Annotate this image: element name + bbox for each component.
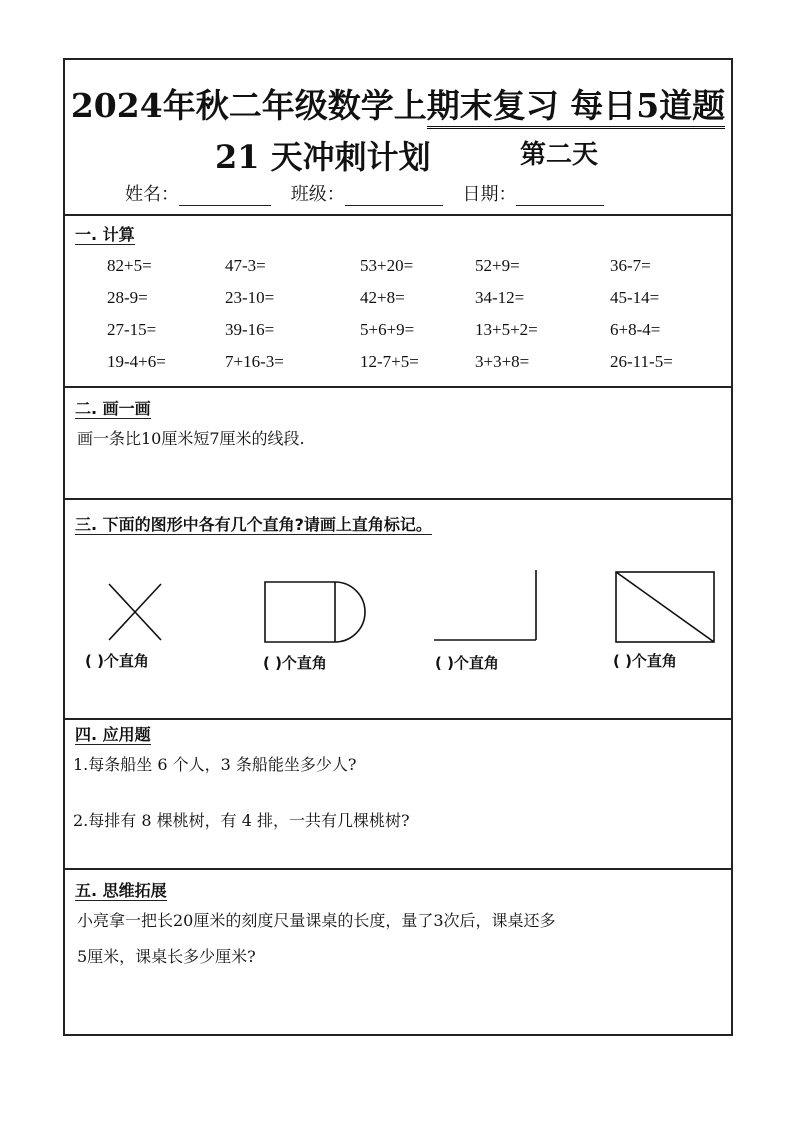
page-title bbox=[65, 80, 731, 127]
problem-line-2: 5厘米，课桌长多少厘米? bbox=[77, 947, 256, 966]
date-label: 日期： bbox=[462, 184, 517, 205]
answer-blank-4[interactable]: ( )个直角 bbox=[613, 652, 677, 670]
day-label: 第二天 bbox=[520, 140, 599, 170]
calc-problem: 23-10= bbox=[225, 288, 275, 307]
calc-problem: 13+5+2= bbox=[475, 320, 538, 339]
section-word-problems bbox=[65, 720, 731, 880]
calc-problem: 27-15= bbox=[107, 320, 157, 339]
section-title: 五. 思维拓展 bbox=[75, 881, 167, 900]
calc-problem: 53+20= bbox=[360, 256, 414, 275]
problem-line-1: 小亮拿一把长20厘米的刻度尺量课桌的长度，量了3次后，课桌还多 bbox=[77, 911, 556, 930]
section-drawing bbox=[65, 388, 731, 498]
student-info-row bbox=[125, 180, 618, 206]
calc-row bbox=[107, 288, 707, 320]
calc-problem: 28-9= bbox=[107, 288, 148, 307]
section-calculation bbox=[65, 216, 731, 386]
answer-blank-3[interactable]: ( )个直角 bbox=[435, 654, 499, 672]
calc-problem: 45-14= bbox=[610, 288, 660, 307]
date-field[interactable] bbox=[516, 187, 604, 206]
calc-problem: 5+6+9= bbox=[360, 320, 415, 339]
calc-problem: 19-4+6= bbox=[107, 352, 166, 371]
calc-problem: 47-3= bbox=[225, 256, 266, 275]
rectangle-semicircle-icon bbox=[263, 580, 373, 644]
answer-blank-2[interactable]: ( )个直角 bbox=[263, 654, 327, 672]
calc-problem: 3+3+8= bbox=[475, 352, 530, 371]
section-right-angles bbox=[65, 500, 731, 718]
calc-problem: 6+8-4= bbox=[610, 320, 661, 339]
section-title: 一. 计算 bbox=[75, 225, 135, 244]
cross-lines-icon bbox=[105, 578, 165, 648]
title-prefix: 2024年秋二年级数学上 bbox=[70, 86, 427, 125]
calc-row bbox=[107, 320, 707, 352]
calc-problem: 12-7+5= bbox=[360, 352, 419, 371]
calc-row bbox=[107, 256, 707, 288]
subtitle: 21 天冲刺计划 bbox=[215, 138, 431, 176]
section-title: 二. 画一画 bbox=[75, 399, 151, 418]
calc-problem: 26-11-5= bbox=[610, 352, 673, 371]
calc-problem: 7+16-3= bbox=[225, 352, 284, 371]
calc-problem: 36-7= bbox=[610, 256, 651, 275]
calc-problem: 52+9= bbox=[475, 256, 520, 275]
calc-row bbox=[107, 352, 707, 384]
name-label: 姓名： bbox=[125, 184, 179, 205]
section-thinking-extension bbox=[65, 870, 731, 1035]
name-field[interactable] bbox=[179, 187, 271, 206]
question-2: 2.每排有 8 棵桃树，有 4 排，一共有几棵桃树? bbox=[73, 811, 410, 830]
title-underlined: 期末复习 每日5道题 bbox=[427, 86, 725, 129]
rectangle-diagonal-icon bbox=[614, 570, 718, 646]
header-section bbox=[65, 60, 731, 215]
question-1: 1.每条船坐 6 个人，3 条船能坐多少人? bbox=[73, 755, 357, 774]
worksheet bbox=[63, 58, 733, 1036]
drawing-instruction: 画一条比10厘米短7厘米的线段. bbox=[77, 429, 305, 448]
calc-problem: 39-16= bbox=[225, 320, 275, 339]
section-title: 三. 下面的图形中各有几个直角?请画上直角标记。 bbox=[75, 515, 432, 534]
class-label: 班级： bbox=[290, 184, 345, 205]
calc-problem: 34-12= bbox=[475, 288, 525, 307]
calc-problem: 42+8= bbox=[360, 288, 405, 307]
answer-blank-1[interactable]: ( )个直角 bbox=[85, 652, 149, 670]
calc-problem: 82+5= bbox=[107, 256, 152, 275]
section-title: 四. 应用题 bbox=[75, 725, 151, 744]
right-angle-lines-icon bbox=[432, 568, 542, 644]
class-field[interactable] bbox=[345, 187, 443, 206]
